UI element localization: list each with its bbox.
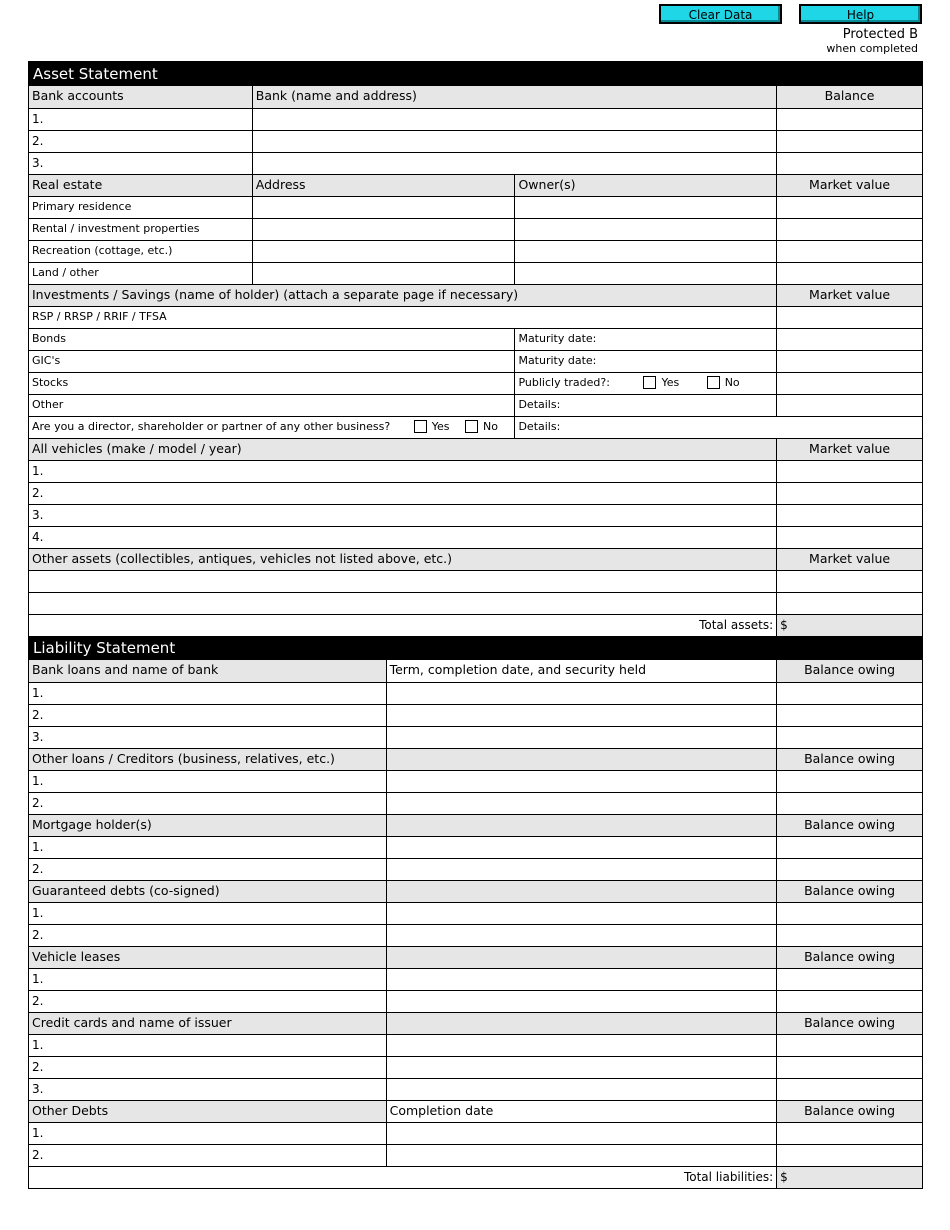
clear-data-button[interactable]: Clear Data — [659, 4, 782, 24]
term-field[interactable] — [386, 727, 777, 748]
market-value-field[interactable] — [776, 571, 922, 592]
total-liabilities-row: Total liabilities: $ — [29, 1166, 922, 1188]
table-row: 2. — [29, 1144, 922, 1166]
term-field[interactable] — [386, 793, 777, 814]
address-field[interactable] — [252, 241, 515, 262]
owners-field[interactable] — [514, 219, 776, 240]
market-value-field[interactable] — [776, 219, 922, 240]
bank-loans-header: Bank loans and name of bank Term, completion date, and security held Balance owing — [29, 660, 922, 682]
market-value-field[interactable] — [776, 527, 922, 548]
balance-owing-field[interactable] — [776, 1057, 922, 1078]
balance-owing-field[interactable] — [776, 1145, 922, 1166]
market-value-field[interactable] — [776, 593, 922, 614]
protected-b: Protected B — [842, 27, 918, 42]
table-row: Rental / investment properties — [29, 218, 922, 240]
balance-owing-field[interactable] — [776, 991, 922, 1012]
term-field[interactable] — [386, 925, 777, 946]
market-value-field[interactable] — [776, 263, 922, 284]
table-row: 1. — [29, 836, 922, 858]
table-row — [29, 570, 922, 592]
term-field[interactable] — [386, 1035, 777, 1056]
total-liabilities-field: $ — [776, 1167, 922, 1188]
owners-field[interactable] — [514, 197, 776, 218]
table-row: 1. — [29, 682, 922, 704]
balance-owing-field[interactable] — [776, 771, 922, 792]
table-row: 1. — [29, 1034, 922, 1056]
address-field[interactable] — [252, 219, 515, 240]
table-row: 4. — [29, 526, 922, 548]
balance-owing-field[interactable] — [776, 683, 922, 704]
table-row: Other Details: — [29, 394, 922, 416]
balance-owing-field[interactable] — [776, 837, 922, 858]
bank-accounts-header: Bank accounts Bank (name and address) Balance — [29, 86, 922, 108]
table-row: 2. — [29, 990, 922, 1012]
table-row: Stocks Publicly traded?: Yes No — [29, 372, 922, 394]
table-row: 2. — [29, 130, 922, 152]
table-row: 3. — [29, 504, 922, 526]
table-row — [29, 592, 922, 614]
completion-date-field[interactable] — [386, 1145, 777, 1166]
table-row: 3. — [29, 1078, 922, 1100]
table-row: 2. — [29, 792, 922, 814]
table-row: 2. — [29, 924, 922, 946]
term-field[interactable] — [386, 771, 777, 792]
real-estate-header: Real estate Address Owner(s) Market value — [29, 174, 922, 196]
protected-label — [826, 27, 918, 55]
term-field[interactable] — [386, 903, 777, 924]
term-field[interactable] — [386, 991, 777, 1012]
table-row: 2. — [29, 1056, 922, 1078]
director-yes-checkbox[interactable] — [414, 420, 427, 433]
bank-name-field[interactable] — [252, 109, 776, 130]
balance-owing-field[interactable] — [776, 793, 922, 814]
balance-owing-field[interactable] — [776, 1035, 922, 1056]
credit-cards-header: Credit cards and name of issuer Balance owing — [29, 1012, 922, 1034]
address-field[interactable] — [252, 263, 515, 284]
balance-owing-field[interactable] — [776, 727, 922, 748]
table-row: 2. — [29, 858, 922, 880]
publicly-traded-cell: Publicly traded?: Yes No — [514, 373, 776, 394]
balance-owing-field[interactable] — [776, 859, 922, 880]
term-field[interactable] — [386, 705, 777, 726]
balance-owing-field[interactable] — [776, 1123, 922, 1144]
asset-statement-title: Asset Statement — [29, 62, 922, 86]
other-asset-field[interactable] — [29, 593, 776, 614]
table-row: RSP / RRSP / RRIF / TFSA — [29, 306, 922, 328]
balance-owing-field[interactable] — [776, 903, 922, 924]
table-row: 2. — [29, 482, 922, 504]
statement-form — [28, 61, 923, 1189]
balance-field[interactable] — [776, 153, 922, 174]
table-row: 1. — [29, 1122, 922, 1144]
table-row: Primary residence — [29, 196, 922, 218]
other-assets-header: Other assets (collectibles, antiques, vehicles not listed above, etc.) Market value — [29, 548, 922, 570]
market-value-field[interactable] — [776, 351, 922, 372]
other-loans-header: Other loans / Creditors (business, relatives, etc.) Balance owing — [29, 748, 922, 770]
director-no-checkbox[interactable] — [465, 420, 478, 433]
bank-name-field[interactable] — [252, 153, 776, 174]
market-value-field[interactable] — [776, 241, 922, 262]
table-row: Bonds Maturity date: — [29, 328, 922, 350]
table-row: 1. — [29, 902, 922, 924]
balance-field[interactable] — [776, 109, 922, 130]
term-field[interactable] — [386, 969, 777, 990]
mortgage-header: Mortgage holder(s) Balance owing — [29, 814, 922, 836]
investments-header: Investments / Savings (name of holder) (attach a separate page if necessary) Market value — [29, 284, 922, 306]
table-row: Land / other — [29, 262, 922, 284]
table-row: 1. — [29, 770, 922, 792]
balance-owing-field[interactable] — [776, 925, 922, 946]
market-value-field[interactable] — [776, 197, 922, 218]
owners-field[interactable] — [514, 263, 776, 284]
term-field[interactable] — [386, 1057, 777, 1078]
when-completed: when completed — [826, 42, 918, 55]
traded-yes-checkbox[interactable] — [643, 376, 656, 389]
liability-statement-title: Liability Statement — [29, 636, 922, 660]
balance-owing-field[interactable] — [776, 1079, 922, 1100]
term-field[interactable] — [386, 837, 777, 858]
other-asset-field[interactable] — [29, 571, 776, 592]
table-row: Are you a director, shareholder or partner of any other business? Yes No Details: — [29, 416, 922, 438]
table-row: 3. — [29, 726, 922, 748]
bank-name-field[interactable] — [252, 131, 776, 152]
balance-field[interactable] — [776, 131, 922, 152]
other-debts-header: Other Debts Completion date Balance owing — [29, 1100, 922, 1122]
market-value-field[interactable] — [776, 483, 922, 504]
table-row: 1. — [29, 460, 922, 482]
owners-field[interactable] — [514, 241, 776, 262]
market-value-field[interactable] — [776, 329, 922, 350]
traded-no-checkbox[interactable] — [707, 376, 720, 389]
market-value-field[interactable] — [776, 505, 922, 526]
table-row: 2. — [29, 704, 922, 726]
term-field[interactable] — [386, 683, 777, 704]
term-field[interactable] — [386, 859, 777, 880]
vehicles-header: All vehicles (make / model / year) Market value — [29, 438, 922, 460]
market-value-field[interactable] — [776, 307, 922, 328]
table-row: 1. — [29, 968, 922, 990]
total-assets-field: $ — [776, 615, 922, 636]
vehicle-leases-header: Vehicle leases Balance owing — [29, 946, 922, 968]
address-field[interactable] — [252, 197, 515, 218]
total-assets-row: Total assets: $ — [29, 614, 922, 636]
market-value-field[interactable] — [776, 395, 922, 416]
balance-owing-field[interactable] — [776, 705, 922, 726]
table-row: 1. — [29, 108, 922, 130]
completion-date-field[interactable] — [386, 1123, 777, 1144]
balance-owing-field[interactable] — [776, 969, 922, 990]
table-row: 3. — [29, 152, 922, 174]
market-value-field[interactable] — [776, 461, 922, 482]
market-value-field[interactable] — [776, 373, 922, 394]
table-row: GIC's Maturity date: — [29, 350, 922, 372]
director-question: Are you a director, shareholder or partner of any other business? Yes No — [32, 420, 498, 433]
help-button[interactable]: Help — [799, 4, 922, 24]
term-field[interactable] — [386, 1079, 777, 1100]
table-row: Recreation (cottage, etc.) — [29, 240, 922, 262]
guaranteed-debts-header: Guaranteed debts (co-signed) Balance owing — [29, 880, 922, 902]
